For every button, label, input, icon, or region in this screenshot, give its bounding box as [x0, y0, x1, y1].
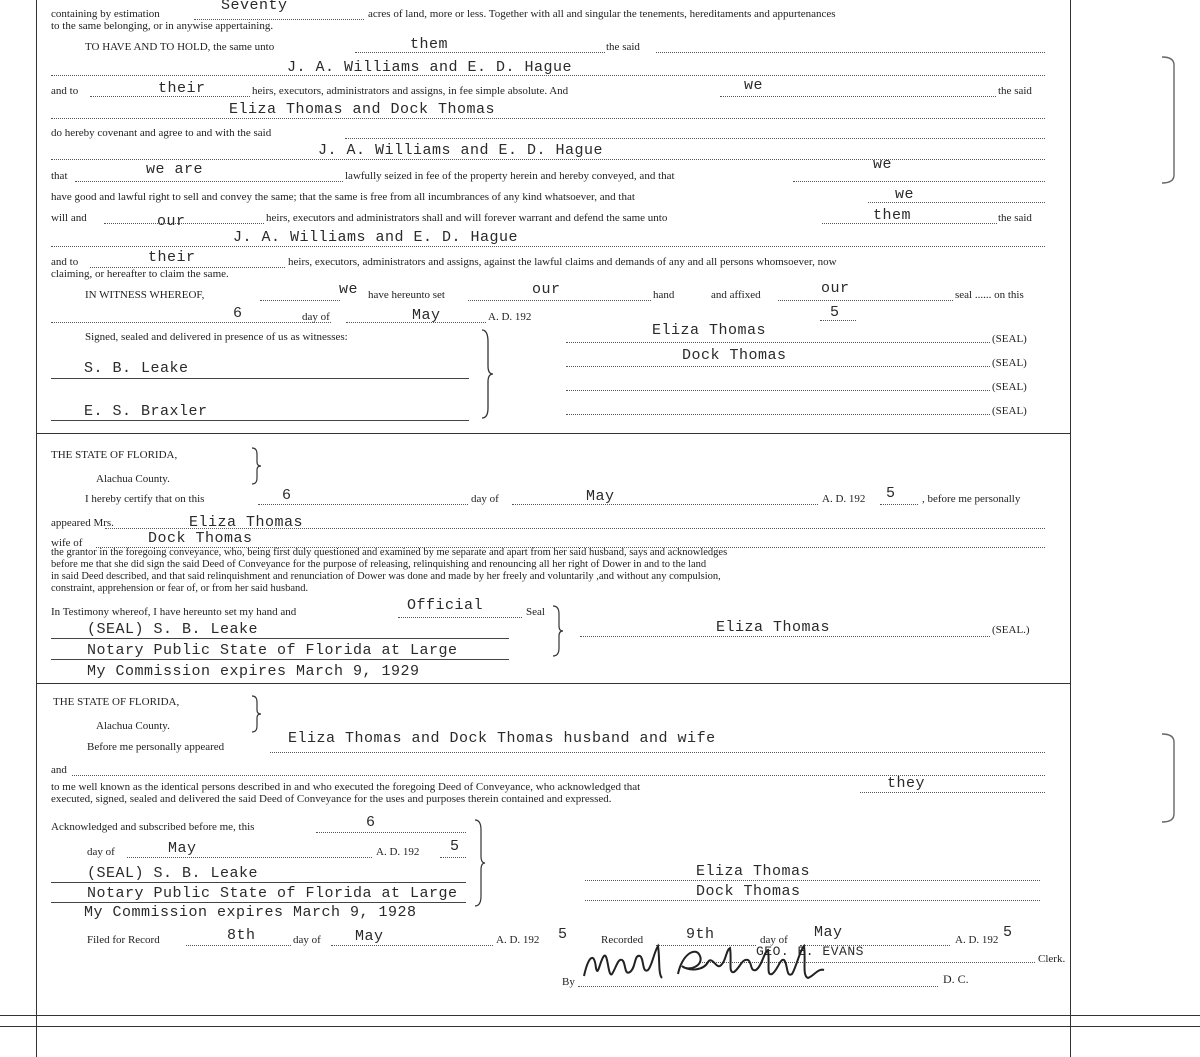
state-label-1: THE STATE OF FLORIDA, — [51, 449, 178, 461]
good-right-text: have good and lawful right to sell and convey the same; that the same is free from all incumbrances of any kind whatsoever, and that — [51, 191, 635, 203]
will-and-label: will and — [51, 212, 87, 224]
we-1: we — [744, 77, 764, 94]
commission-1: My Commission expires March 9, 1929 — [87, 663, 420, 680]
seal-on-this-text: seal ...... on this — [955, 289, 1024, 301]
county-label-1: Alachua County. — [96, 473, 170, 485]
our-1: our — [157, 213, 186, 230]
dc-label: D. C. — [943, 972, 969, 986]
the-said-1: the said — [606, 41, 640, 53]
grantees-3: J. A. Williams and E. D. Hague — [233, 229, 519, 246]
our-2: our — [532, 281, 561, 298]
certify-month: May — [586, 488, 615, 505]
day-of-2: day of — [471, 493, 499, 505]
heirs-fee-simple: heirs, executors, administrators and assigns, in fee simple absolute. And — [252, 85, 569, 97]
recorded-label: Recorded — [601, 934, 644, 946]
filed-day: 8th — [227, 927, 256, 944]
before-me-text: , before me personally — [922, 493, 1021, 505]
and-label: and — [51, 764, 67, 776]
grantor-signature-1: Eliza Thomas — [652, 322, 767, 339]
appeared-name: Eliza Thomas — [189, 514, 304, 531]
ack-month: May — [168, 840, 197, 857]
witness-day: 6 — [233, 305, 243, 322]
testimony-brace — [550, 604, 566, 658]
grantors-1: Eliza Thomas and Dock Thomas — [229, 101, 496, 118]
covenant-text: do hereby covenant and agree to and with the said — [51, 127, 272, 139]
day-of-4: day of — [293, 934, 321, 946]
state-brace-2 — [250, 694, 264, 734]
certify-text: I hereby certify that on this — [85, 493, 205, 505]
to-have-text: TO HAVE AND TO HOLD, the same unto — [85, 41, 275, 53]
notary-title-1: Notary Public State of Florida at Large — [87, 642, 458, 659]
ack-signature-1: Eliza Thomas — [696, 863, 811, 880]
ack-day: 6 — [366, 814, 376, 831]
seal-word: Seal — [526, 606, 545, 618]
commission-2: My Commission expires March 9, 1928 — [84, 904, 417, 921]
and-to-2: and to — [51, 256, 79, 268]
personally-appeared-label: Before me personally appeared — [87, 741, 225, 753]
we-4: we — [339, 281, 359, 298]
certify-year-digit: 5 — [886, 485, 896, 502]
husband-name: Dock Thomas — [148, 530, 253, 547]
day-of-3: day of — [87, 846, 115, 858]
ack-year-digit: 5 — [450, 838, 460, 855]
acknowledged-text: Acknowledged and subscribed before me, this — [51, 821, 255, 833]
witness-2: E. S. Braxler — [84, 403, 208, 420]
we-are: we are — [146, 161, 204, 178]
county-label-2: Alachua County. — [96, 720, 170, 732]
bottom-rule-2 — [0, 1026, 1200, 1027]
filed-for-record-label: Filed for Record — [87, 934, 160, 946]
notary-name-2: (SEAL) S. B. Leake — [87, 865, 259, 882]
containing-label: containing by estimation — [51, 8, 160, 20]
section-divider-2 — [36, 683, 1070, 684]
unto-value: them — [410, 36, 449, 53]
lawfully-seized-text: lawfully seized in fee of the property herein and hereby conveyed, and that — [345, 170, 675, 182]
acres-text: acres of land, more or less. Together with all and singular the tenements, hereditaments and appurtenances — [368, 8, 836, 20]
grantor-line-2: before me that she did sign the said Deed of Conveyance for the purpose of releasing, relinquishing and renouncing all her right of Dower in and to the land — [51, 559, 707, 570]
day-of-text: day of — [302, 311, 330, 323]
hand-text: hand — [653, 289, 675, 301]
we-3: we — [895, 186, 915, 203]
binder-mark-top — [1160, 55, 1190, 185]
state-label-2: THE STATE OF FLORIDA, — [53, 696, 180, 708]
day-of-5: day of — [760, 934, 788, 946]
and-affixed-text: and affixed — [711, 289, 761, 301]
binder-mark-bottom — [1160, 732, 1190, 824]
our-3: our — [821, 280, 850, 297]
recorded-month: May — [814, 924, 843, 941]
executed-text: executed, signed, sealed and delivered the said Deed of Conveyance for the uses and purposes therein contained and expressed. — [51, 793, 612, 805]
ack-signature-2: Dock Thomas — [696, 883, 801, 900]
seal-5: (SEAL.) — [992, 624, 1030, 636]
that-label: that — [51, 170, 68, 182]
state-brace-1 — [250, 446, 264, 486]
witness-month: May — [412, 307, 441, 324]
testimony-text: In Testimony whereof, I have hereunto set my hand and — [51, 606, 297, 618]
they-word: they — [887, 775, 926, 792]
signed-sealed-text: Signed, sealed and delivered in presence of us as witnesses: — [85, 331, 348, 343]
appeared-mrs-label: appeared Mrs. — [51, 517, 114, 529]
grantor-signature-2: Dock Thomas — [682, 347, 787, 364]
seal-4: (SEAL) — [992, 405, 1027, 417]
by-label: By — [562, 976, 575, 988]
warrant-text: heirs, executors and administrators shall and will forever warrant and defend the same unto — [266, 212, 668, 224]
notary-name-1: (SEAL) S. B. Leake — [87, 621, 259, 638]
ad-1925-1: A. D. 192 — [496, 934, 540, 946]
witness-year-digit: 5 — [830, 304, 840, 321]
ad-192-text: A. D. 192 — [488, 311, 532, 323]
deputy-clerk-signature — [578, 938, 838, 990]
bottom-rule — [0, 1015, 1200, 1016]
filed-month: May — [355, 928, 384, 945]
right-margin-line — [1070, 0, 1071, 1057]
grantor-line-3: in said Deed described, and that said relinquishment and renunciation of Dower was done and made by her freely and voluntarily ,and without any compulsion, — [51, 571, 721, 582]
appeared-parties: Eliza Thomas and Dock Thomas husband and wife — [288, 730, 716, 747]
clerk-label: Clerk. — [1038, 953, 1066, 965]
clerk-name: GEO. E. EVANS — [756, 944, 864, 959]
witness-brace — [478, 328, 496, 420]
grantor-line-1: the grantor in the foregoing conveyance, who, being first duly questioned and examined by me separate and apart from her said husband, says and acknowledges — [51, 547, 728, 558]
recorded-year-digit: 5 — [1003, 924, 1013, 941]
left-margin-line — [36, 0, 37, 1057]
the-said-3: the said — [998, 212, 1032, 224]
and-to-1: and to — [51, 85, 79, 97]
witness-1: S. B. Leake — [84, 360, 189, 377]
notary-title-2: Notary Public State of Florida at Large — [87, 885, 458, 902]
filed-year-digit: 5 — [558, 926, 568, 943]
the-said-2: the said — [998, 85, 1032, 97]
ad-19-2: A. D. 192 — [955, 934, 999, 946]
acreage-value: Seventy — [221, 0, 288, 14]
grantees-1: J. A. Williams and E. D. Hague — [287, 59, 573, 76]
wife-signature: Eliza Thomas — [716, 619, 831, 636]
grantor-line-4: constraint, apprehension or fear of, or from her said husband. — [51, 583, 309, 594]
seal-3: (SEAL) — [992, 381, 1027, 393]
grantees-2: J. A. Williams and E. D. Hague — [318, 142, 604, 159]
hereunto-set-text: have hereunto set — [368, 289, 445, 301]
section-divider-1 — [36, 433, 1070, 434]
lawful-claims-text: heirs, executors, administrators and assigns, against the lawful claims and demands of any and all persons whomsoever, now — [288, 256, 837, 268]
claiming-text: claiming, or hereafter to claim the same. — [51, 268, 229, 280]
ack-brace — [472, 818, 488, 908]
we-2: we — [873, 156, 893, 173]
ad-192-2: A. D. 192 — [822, 493, 866, 505]
their-1: their — [158, 80, 206, 97]
witness-whereof-label: IN WITNESS WHEREOF, — [85, 289, 205, 301]
well-known-text: to me well known as the identical persons described in and who executed the foregoing Deed of Conveyance, who acknowledged that — [51, 781, 641, 793]
them-1: them — [873, 207, 912, 224]
ad-192-3: A. D. 192 — [376, 846, 420, 858]
seal-1: (SEAL) — [992, 333, 1027, 345]
recorded-day: 9th — [686, 926, 715, 943]
seal-2: (SEAL) — [992, 357, 1027, 369]
same-belonging-text: to the same belonging, or in anywise appertaining. — [51, 20, 274, 32]
their-2: their — [148, 249, 196, 266]
wife-of-label: wife of — [51, 537, 83, 549]
official-seal-word: Official — [407, 597, 484, 614]
certify-day: 6 — [282, 487, 292, 504]
